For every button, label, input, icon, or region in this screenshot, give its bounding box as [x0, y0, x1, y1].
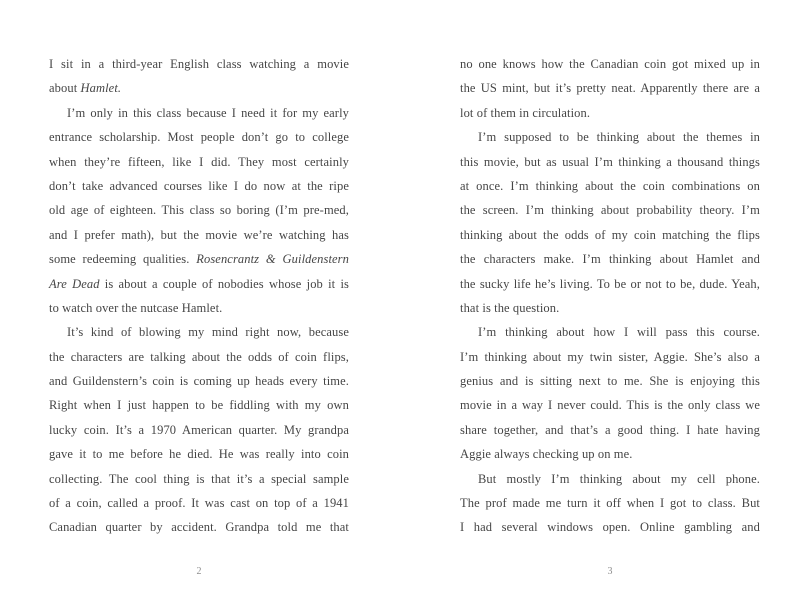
text-line: that is the question. — [460, 300, 560, 315]
text-line: to watch over the nutcase Hamlet. — [49, 300, 223, 315]
text-line: I’m only in this class because I need it for my early — [67, 105, 349, 120]
text-line: lot of them in circulation. — [460, 105, 591, 120]
text-line: Right when I just happen to be fiddling with my own — [49, 398, 349, 413]
text-line: It’s kind of blowing my mind right now, because — [67, 325, 349, 340]
text-line: some redeeming qualities. Rosencrantz & Guildenstern — [49, 252, 349, 267]
text-line: gave it to me before he died. He was really into coin — [49, 447, 349, 462]
text-line: the US mint, but it’s pretty neat. Apparently there are a — [460, 81, 760, 96]
text-line: about Hamlet. — [49, 81, 122, 96]
book-page-left — [49, 52, 349, 592]
text-line: lucky coin. It’s a 1970 American quarter. My grandpa — [49, 422, 349, 437]
text-line: old age of eighteen. This class so boring (I’m pre-med, — [49, 203, 349, 218]
text-line: Aggie always checking up on me. — [460, 447, 633, 462]
text-line: The prof made me turn it off when I got to class. But — [460, 496, 760, 511]
italic-text: Hamlet. — [80, 81, 122, 96]
text-line: I’m thinking about my twin sister, Aggie. She’s also a — [460, 349, 760, 364]
text-line: at once. I’m thinking about the coin combinations on — [460, 178, 760, 193]
text-line: I’m supposed to be thinking about the themes in — [478, 130, 760, 145]
text-line: share together, and that’s a good thing. I hate having — [460, 422, 760, 437]
text-line: Are Dead is about a couple of nobodies whose job it is — [49, 276, 349, 291]
text-line: movie in a way I never could. This is the only class we — [460, 398, 760, 413]
text-line: and I prefer math), but the movie we’re watching has — [49, 227, 349, 242]
text-line: entrance scholarship. Most people don’t go to college — [49, 130, 349, 145]
text-line: thinking about the odds of my coin matching the flips — [460, 227, 760, 242]
italic-text: Rosencrantz & Guildenstern — [196, 252, 349, 267]
text-line: I sit in a third-year English class watching a movie — [49, 57, 349, 71]
text-line: no one knows how the Canadian coin got mixed up in — [460, 57, 760, 71]
text-line: Canadian quarter by accident. Grandpa told me that — [49, 520, 349, 535]
text-line: But mostly I’m thinking about my cell phone. — [478, 471, 760, 486]
text-line: when they’re fifteen, like I did. They most certainly — [49, 154, 349, 169]
text-line: of a coin, called a proof. It was cast on top of a 1941 — [49, 496, 349, 511]
text-line: the characters are talking about the odds of coin flips, — [49, 349, 349, 364]
text-line: and Guildenstern’s coin is coming up heads every time. — [49, 374, 349, 389]
text-line: the characters make. I’m thinking about Hamlet and — [460, 252, 760, 267]
italic-text: Are Dead — [49, 276, 100, 291]
page-number-left: 2 — [196, 566, 202, 577]
book-page-right — [460, 52, 760, 592]
page-text-right — [460, 52, 760, 540]
text-line: I had several windows open. Online gambling and — [460, 520, 760, 535]
text-line: I’m thinking about how I will pass this course. — [478, 325, 760, 340]
text-line: the sucky life he’s living. To be or not to be, dude. Yeah, — [460, 276, 760, 291]
text-line: this movie, but as usual I’m thinking a thousand things — [460, 154, 760, 169]
page-text-left — [49, 52, 349, 540]
text-line: collecting. The cool thing is that it’s a special sample — [49, 471, 349, 486]
text-line: don’t take advanced courses like I do now at the ripe — [49, 178, 349, 193]
text-line: the screen. I’m thinking about probability theory. I’m — [460, 203, 760, 218]
page-number-right: 3 — [607, 566, 613, 577]
text-line: genius and is sitting next to me. She is enjoying this — [460, 374, 760, 389]
